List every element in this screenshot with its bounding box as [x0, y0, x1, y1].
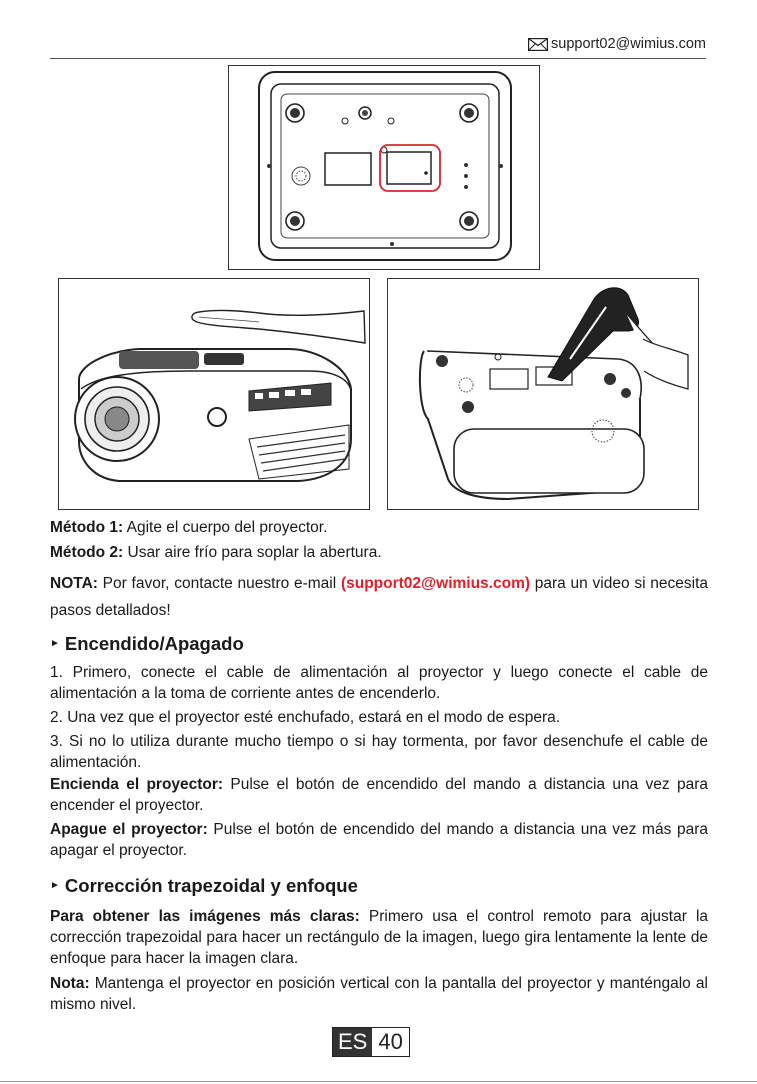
- power-step-3: 3. Si no lo utiliza durante mucho tiempo o si hay tormenta, por favor desenchufe el cable de alimentación.: [50, 733, 708, 771]
- power-step-1: 1. Primero, conecte el cable de alimentación al proyector y luego conecte el cable de alimentación a la toma de corriente antes de encenderlo.: [50, 664, 708, 702]
- bottom-divider: [0, 1081, 757, 1082]
- power-on-label: Encienda el proyector:: [50, 776, 224, 793]
- power-on-text: Pulse el botón de encendido del mando a distancia una vez para encender el proyector.: [50, 776, 708, 814]
- page-language: ES: [333, 1028, 372, 1056]
- power-heading: [50, 633, 244, 655]
- method-1: [50, 517, 708, 538]
- keystone-paragraph-label: Para obtener las imágenes más claras:: [50, 908, 360, 925]
- method-2-text: Usar aire frío para soplar la abertura.: [123, 544, 382, 561]
- projector-blow-air-figure: [387, 278, 699, 510]
- triangle-bullet-icon: ►: [50, 637, 60, 649]
- keystone-paragraph-text: Primero usa el control remoto para ajustar la corrección trapezoidal para hacer un rectángulo de la imagen, luego gira lentamente la lente de enfoque para hacer la imagen clara.: [50, 908, 709, 967]
- keystone-note-label: Nota:: [50, 975, 90, 992]
- header-email[interactable]: [528, 36, 706, 52]
- power-off-label: Apague el proyector:: [50, 821, 208, 838]
- keystone-heading-text: Corrección trapezoidal y enfoque: [64, 875, 358, 896]
- header-email-text: support02@wimius.com: [551, 36, 706, 52]
- method-note-email[interactable]: (support02@wimius.com): [340, 575, 531, 592]
- keystone-note-text: Mantenga el proyector en posición vertical con la pantalla del proyector y manténgalo al mismo nivel.: [50, 975, 708, 1013]
- keystone-note: [50, 973, 708, 1015]
- method-1-label: Método 1:: [50, 519, 124, 536]
- page-number: 40: [372, 1028, 408, 1056]
- power-off: [50, 819, 708, 861]
- page-header: [50, 32, 706, 59]
- envelope-icon: [528, 38, 548, 51]
- method-2-label: Método 2:: [50, 544, 124, 561]
- power-on: [50, 774, 708, 816]
- projector-bottom-figure: [228, 65, 540, 270]
- power-step-2: 2. Una vez que el proyector esté enchufado, estará en el modo de espera.: [50, 709, 561, 726]
- keystone-heading: [50, 875, 358, 897]
- method-note-text-2: para un video si necesita pasos detallados!: [50, 575, 708, 619]
- method-note: [50, 570, 708, 624]
- method-1-text: Agite el cuerpo del proyector.: [123, 519, 328, 536]
- projector-shake-figure: [58, 278, 370, 510]
- keystone-paragraph: [50, 906, 708, 969]
- method-note-text-1: Por favor, contacte nuestro e-mail: [97, 575, 341, 592]
- triangle-bullet-icon: ►: [50, 879, 60, 891]
- method-note-label: NOTA:: [50, 575, 98, 592]
- page-number-box: [332, 1027, 410, 1057]
- method-2: [50, 542, 708, 563]
- power-heading-text: Encendido/Apagado: [64, 633, 244, 654]
- power-off-text: Pulse el botón de encendido del mando a distancia una vez más para apagar el proyector.: [50, 821, 709, 859]
